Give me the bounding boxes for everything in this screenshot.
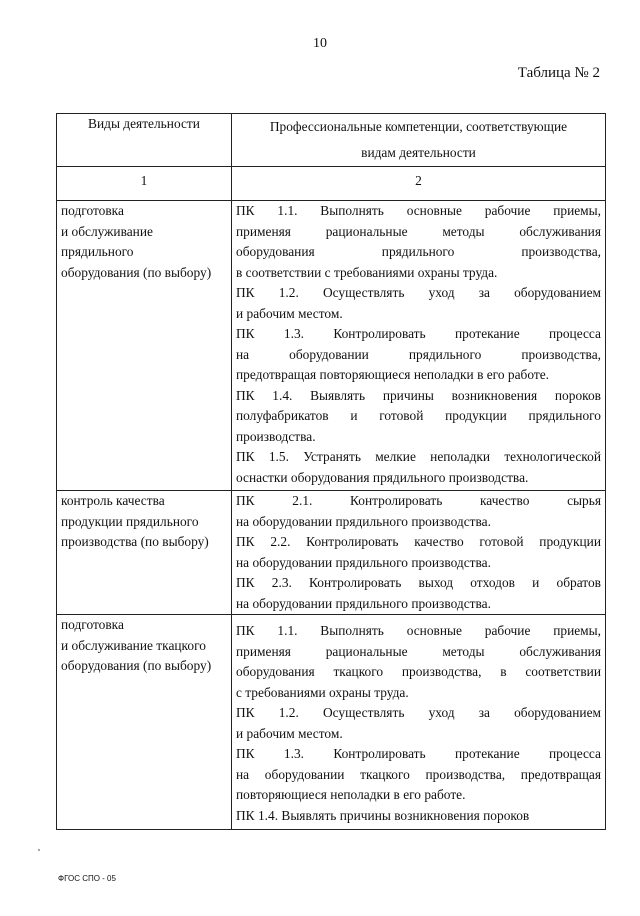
competency-line: ПК 1.4. Выявлять причины возникновения пороков bbox=[236, 387, 601, 403]
activity-line: прядильного bbox=[61, 244, 134, 259]
competency-line: на оборудовании прядильного производства. bbox=[236, 554, 491, 570]
competency-line: применяя рациональные методы обслуживания bbox=[236, 223, 601, 239]
activity-line: продукции прядильного bbox=[61, 513, 199, 529]
competency-line: предотвращая повторяющиеся неполадки в его работе. bbox=[236, 367, 549, 382]
table-row bbox=[57, 201, 606, 491]
scan-speck bbox=[38, 849, 40, 851]
activity-line: подготовка bbox=[61, 203, 124, 218]
competency-item bbox=[236, 744, 601, 806]
competencies-cell bbox=[232, 491, 606, 615]
activity-line: производства (по выбору) bbox=[61, 534, 209, 549]
competency-line: повторяющиеся неполадки в его работе. bbox=[236, 787, 466, 802]
column-number-2: 2 bbox=[232, 167, 606, 201]
column-number-row bbox=[57, 167, 606, 201]
competency-line: в соответствии с требованиями охраны труда. bbox=[236, 264, 498, 280]
header-competencies bbox=[232, 114, 606, 167]
competency-line: ПК 2.3. Контролировать выход отходов и обратов bbox=[236, 575, 601, 590]
activity-line: подготовка bbox=[61, 617, 124, 632]
competency-item bbox=[236, 573, 601, 614]
competency-line: оснастки оборудования прядильного производства. bbox=[236, 469, 529, 485]
competency-item bbox=[236, 283, 601, 324]
competency-line: ПК 1.3. Контролировать протекание процесса bbox=[236, 326, 601, 341]
activity-cell bbox=[57, 615, 232, 830]
activity-line: и обслуживание bbox=[61, 223, 153, 239]
column-number-1: 1 bbox=[57, 167, 232, 201]
activity-line: оборудования (по выбору) bbox=[61, 658, 212, 673]
competency-line: ПК 2.2. Контролировать качество готовой продукции bbox=[236, 534, 601, 549]
competency-item bbox=[236, 491, 601, 532]
competency-line: с требованиями охраны труда. bbox=[236, 684, 409, 700]
competency-line: ПК 1.2. Осуществлять уход за оборудованием bbox=[236, 285, 601, 300]
competencies-cell bbox=[232, 201, 606, 491]
competency-line: ПК 1.1. Выполнять основные рабочие приемы, bbox=[236, 203, 601, 218]
competency-item bbox=[236, 447, 601, 488]
table-caption: Таблица № 2 bbox=[517, 65, 600, 81]
footer-code: ФГОС СПО - 05 bbox=[58, 874, 116, 883]
header-activity: Виды деятельности bbox=[57, 114, 232, 167]
activity-cell bbox=[57, 491, 232, 615]
competency-line: оборудования прядильного производства, bbox=[236, 244, 601, 259]
competency-line: и рабочим местом. bbox=[236, 305, 343, 321]
competency-line: полуфабрикатов и готовой продукции прядильного bbox=[236, 408, 601, 423]
competency-item bbox=[236, 621, 601, 703]
competency-item bbox=[236, 703, 601, 744]
competencies-table bbox=[56, 113, 606, 830]
competency-line: ПК 1.2. Осуществлять уход за оборудованием bbox=[236, 705, 601, 720]
competency-line: ПК 1.3. Контролировать протекание процесса bbox=[236, 746, 601, 761]
activity-line: и обслуживание ткацкого bbox=[61, 637, 206, 653]
competency-line: ПК 1.1. Выполнять основные рабочие приемы, bbox=[236, 623, 601, 638]
header-competencies-line2: видам деятельности bbox=[361, 145, 476, 160]
activity-line: оборудования (по выбору) bbox=[61, 264, 212, 280]
competencies-cell bbox=[232, 615, 606, 830]
table-row bbox=[57, 491, 606, 615]
page-number: 10 bbox=[313, 36, 327, 51]
header-competencies-line1: Профессиональные компетенции, соответствующие bbox=[269, 119, 568, 134]
activity-line: контроль качества bbox=[61, 493, 165, 508]
competency-item bbox=[236, 201, 601, 283]
competency-line: на оборудовании ткацкого производства, предотвращая bbox=[236, 766, 601, 782]
competency-item bbox=[236, 386, 601, 448]
competency-item bbox=[236, 532, 601, 573]
competency-line: ПК 2.1. Контролировать качество сырья bbox=[236, 493, 601, 508]
competency-line: ПК 1.5. Устранять мелкие неполадки технологической bbox=[236, 449, 601, 464]
competency-line: оборудования ткацкого производства, в соответствии bbox=[236, 664, 601, 679]
competency-line: ПК 1.4. Выявлять причины возникновения пороков bbox=[236, 807, 530, 823]
competency-line: на оборудовании прядильного производства, bbox=[236, 346, 601, 362]
competency-line: производства. bbox=[236, 428, 316, 444]
competency-line: на оборудовании прядильного производства. bbox=[236, 595, 491, 611]
activity-cell bbox=[57, 201, 232, 491]
competency-item bbox=[236, 806, 601, 827]
competency-line: применяя рациональные методы обслуживания bbox=[236, 643, 601, 659]
competency-line: и рабочим местом. bbox=[236, 725, 343, 741]
competency-line: на оборудовании прядильного производства. bbox=[236, 513, 491, 529]
table-header-row bbox=[57, 114, 606, 167]
table-row bbox=[57, 615, 606, 830]
competency-item bbox=[236, 324, 601, 386]
